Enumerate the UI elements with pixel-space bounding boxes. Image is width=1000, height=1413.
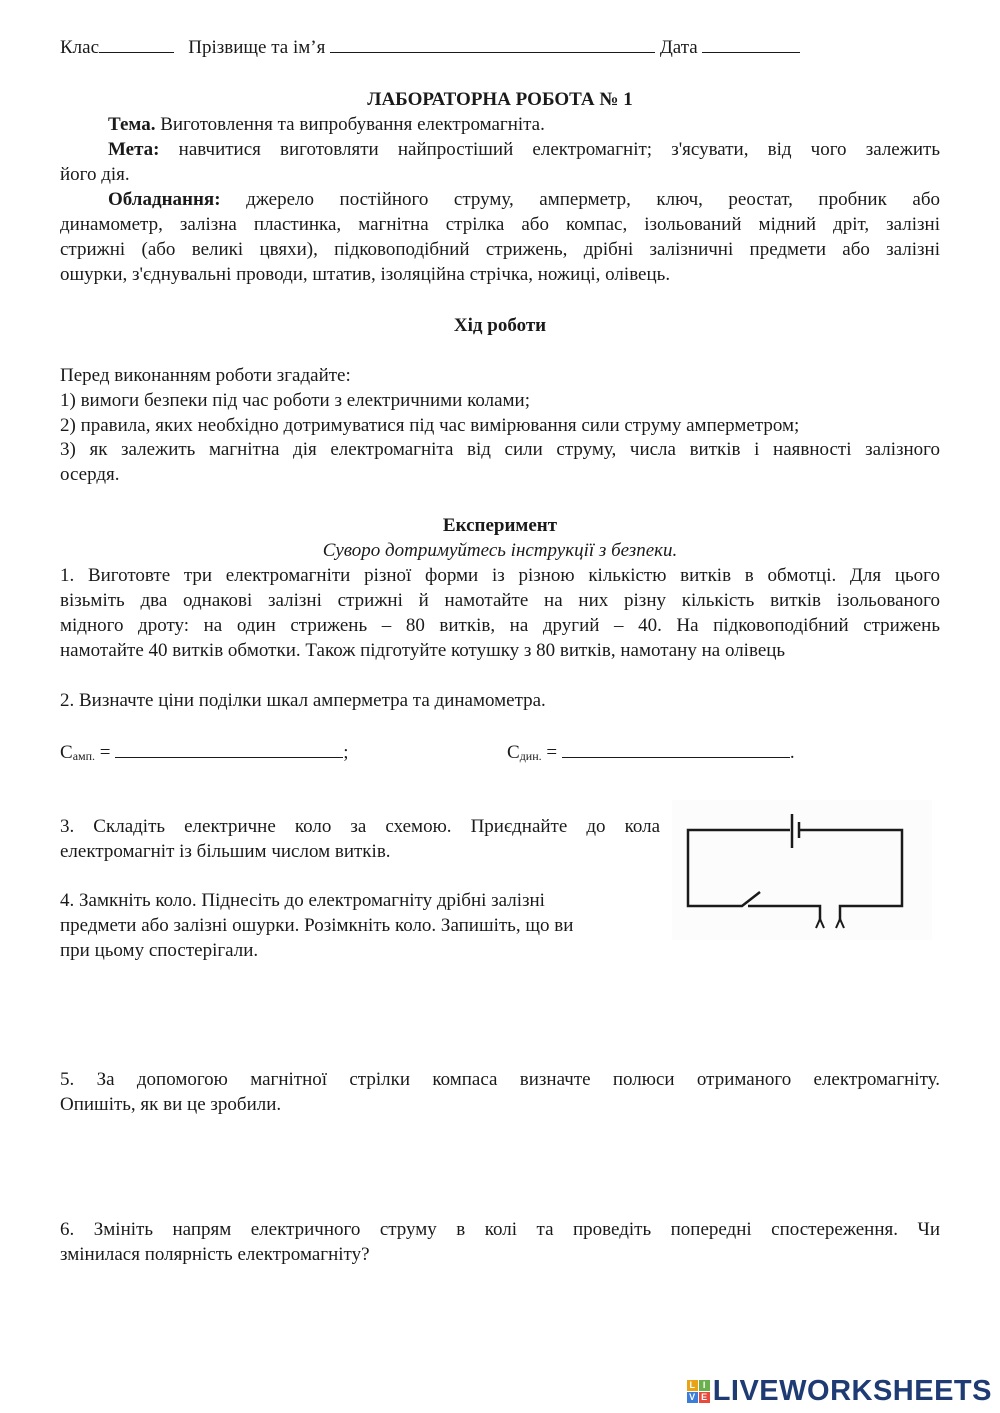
logo-letter: V (687, 1392, 698, 1403)
step2: 2. Визначте ціни поділки шкал амперметра та динамометра. (60, 690, 546, 711)
step3-line: електромагніт із більшим числом витків. (60, 841, 391, 862)
equipment (60, 187, 940, 212)
c-dyn-subscript: дин. (519, 749, 542, 763)
c-dyn-end: . (789, 742, 795, 763)
logo-text: LIVEWORKSHEETS (712, 1375, 992, 1407)
class-field[interactable] (99, 35, 174, 53)
name-field[interactable] (330, 35, 655, 53)
procedure-item: осердя. (60, 464, 120, 485)
c-amp-subscript: амп. (72, 749, 96, 763)
procedure-item: 1) вимоги безпеки під час роботи з електричними колами; (60, 390, 530, 411)
c-amp-end: ; (343, 742, 349, 763)
equipment-label: Обладнання: (108, 189, 221, 210)
date-label: Дата (659, 37, 698, 58)
experiment-subheading: Суворо дотримуйтесь інструкції з безпеки. (322, 540, 678, 561)
step5-line: 5. За допомогою магнітної стрілки компаса визначте полюси отриманого електромагніту. (60, 1069, 940, 1090)
goal (60, 137, 940, 162)
goal-text: навчитися виготовляти найпростіший електромагніт; з'ясувати, від чого залежить (178, 139, 940, 160)
c-dyn-symbol: С (507, 742, 520, 763)
step5-line: Опишіть, як ви це зробили. (60, 1094, 282, 1115)
c-dyn-row (507, 740, 795, 769)
c-amp-equals: = (99, 742, 111, 763)
equipment-line: стрижні (або великі цвяхи), підковоподібний стрижень, дрібні залізничні предмети або залізні (60, 239, 940, 260)
experiment-heading: Експеримент (442, 515, 558, 536)
equipment-line: ошурки, з'єднувальні проводи, штатив, ізоляційна стрічка, ножиці, олівець. (60, 264, 671, 285)
c-amp-symbol: С (60, 742, 73, 763)
goal-text-cont: його дія. (60, 164, 130, 185)
goal-label: Мета: (108, 139, 160, 160)
c-amp-field[interactable] (115, 740, 343, 758)
c-dyn-field[interactable] (562, 740, 790, 758)
step1-line: 1. Виготовте три електромагніти різної форми із різною кількістю витків в обмотці. Для цього (60, 565, 940, 586)
step4-line: предмети або залізні ошурки. Розімкніть коло. Запишіть, що ви (60, 915, 574, 936)
procedure-intro: Перед виконанням роботи згадайте: (60, 365, 351, 386)
step3-line: 3. Складіть електричне коло за схемою. Приєднайте до кола (60, 816, 660, 837)
topic-text: Виготовлення та випробування електромагніта. (160, 114, 545, 135)
step1-line: візьміть два однакові залізні стрижні й намотайте на них різну кількість витків ізольованого (60, 590, 940, 611)
procedure-heading: Хід роботи (453, 315, 547, 336)
logo-letter: L (687, 1380, 698, 1391)
step1-line: намотайте 40 витків обмотки. Також підготуйте котушку з 80 витків, намотану на олівець (60, 640, 786, 661)
date-field[interactable] (702, 35, 800, 53)
page-title: ЛАБОРАТОРНА РОБОТА № 1 (367, 89, 633, 110)
step6-line: змінилася полярність електромагніту? (60, 1244, 370, 1265)
logo-letter: E (699, 1392, 710, 1403)
equipment-line: джерело постійного струму, амперметр, ключ, реостат, пробник або (246, 189, 940, 210)
logo-icon (687, 1380, 710, 1403)
class-label: Клас (60, 37, 100, 58)
procedure-item: 2) правила, яких необхідно дотримуватися під час вимірювання сили струму амперметром; (60, 415, 800, 436)
step6-line: 6. Змініть напрям електричного струму в колі та проведіть попередні спостереження. Чи (60, 1219, 940, 1240)
logo-letter: I (699, 1380, 710, 1391)
header-row (60, 35, 940, 60)
step4-line: 4. Замкніть коло. Піднесіть до електромагніту дрібні залізні (60, 890, 545, 911)
liveworksheets-logo (687, 1375, 992, 1408)
procedure-item: 3) як залежить магнітна дія електромагніта від сили струму, числа витків і наявності залізного (60, 439, 940, 460)
step1-line: мідного дроту: на один стрижень – 80 витків, на другий – 40. На підковоподібний стрижень (60, 615, 940, 636)
circuit-diagram (672, 800, 932, 940)
step4-line: при цьому спостерігали. (60, 940, 259, 961)
c-amp-row (60, 740, 349, 769)
name-label: Прізвище та ім’я (188, 37, 326, 58)
c-dyn-equals: = (546, 742, 558, 763)
topic-label: Тема. (108, 114, 156, 135)
topic (60, 112, 940, 137)
equipment-line: динамометр, залізна пластинка, магнітна стрілка або компас, ізольований мідний дріт, залізні (60, 214, 940, 235)
